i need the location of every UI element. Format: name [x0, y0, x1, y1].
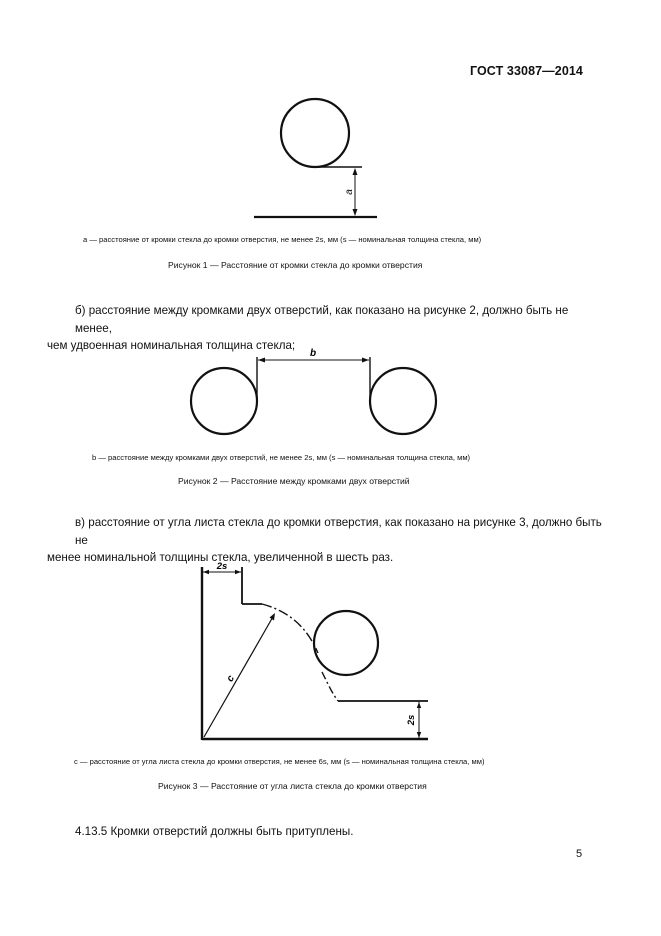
hole-circle [281, 99, 349, 167]
item-c-paragraph [47, 514, 607, 567]
item-b-line-2: чем удвоенная номинальная толщина стекла; [47, 339, 296, 352]
radius-arc [262, 604, 318, 653]
item-c-line-2: менее номинальной толщины стекла, увеличенной в шесть раз. [47, 551, 394, 564]
dimension-label-a: a [344, 189, 355, 195]
dimension-label-c: c [224, 673, 237, 684]
hole-circle [314, 611, 378, 675]
item-b-line-1: б) расстояние между кромками двух отверстий, как показано на рисунке 2, должно быть не менее, [75, 304, 569, 335]
arrow-head-left [203, 570, 209, 574]
document-number: ГОСТ 33087—2014 [469, 64, 583, 78]
radius-arc-lower [322, 672, 338, 701]
arrow-head-diagonal [270, 613, 276, 621]
item-b-paragraph [47, 302, 587, 355]
figure-1-caption: Рисунок 1 — Расстояние от кромки стекла до кромки отверстия [168, 260, 423, 270]
figure-1-note: a — расстояние от кромки стекла до кромки отверстия, не менее 2s, мм (s — номинальная толщина стекла, мм) [83, 235, 482, 244]
right-hole-circle [370, 368, 436, 434]
figure-2-drawing [191, 348, 436, 434]
dimension-label-2s-right: 2s [406, 714, 417, 726]
arrow-head-down [417, 732, 421, 738]
dimension-label-2s-top: 2s [216, 561, 228, 572]
diagonal-dimension-line [204, 615, 274, 737]
clause-4-13-5: 4.13.5 Кромки отверстий должны быть притуплены. [75, 825, 354, 838]
figure-2-note: b — расстояние между кромками двух отверстий, не менее 2s, мм (s — номинальная толщина стекла, мм) [92, 453, 471, 462]
figure-3-note: c — расстояние от угла листа стекла до кромки отверстия, не менее 6s, мм (s — номинальная толщина стекла, мм) [74, 757, 485, 766]
arrow-head-right [235, 570, 241, 574]
arrow-head-up [353, 168, 358, 175]
arrow-head-down [353, 209, 358, 216]
arrow-head-right [362, 358, 369, 363]
arrow-head-left [258, 358, 265, 363]
page-number: 5 [576, 848, 583, 860]
dimension-label-b: b [309, 348, 317, 359]
figure-1-drawing [254, 99, 377, 217]
left-hole-circle [191, 368, 257, 434]
arrow-head-up [417, 702, 421, 708]
figure-3-drawing [202, 561, 428, 740]
figure-2-caption: Рисунок 2 — Расстояние между кромками двух отверстий [178, 476, 410, 486]
item-c-line-1: в) расстояние от угла листа стекла до кромки отверстия, как показано на рисунке 3, должно быть не [75, 516, 602, 547]
figure-3-caption: Рисунок 3 — Расстояние от угла листа стекла до кромки отверстия [158, 781, 427, 791]
